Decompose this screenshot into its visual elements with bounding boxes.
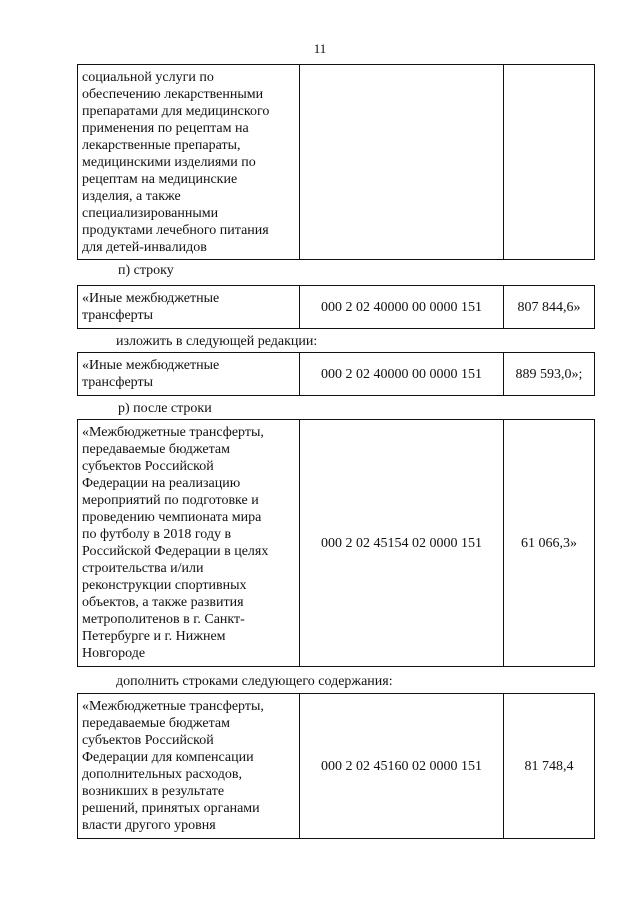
table-added-row (77, 693, 595, 839)
row-code-cell: 000 2 02 40000 00 0000 151 (300, 353, 504, 396)
row-code-cell: 000 2 02 45160 02 0000 151 (300, 694, 504, 839)
row-name-cell: «Иные межбюджетные трансферты (78, 286, 300, 329)
table-old-row (77, 285, 595, 329)
table-row (78, 65, 595, 260)
table-new-row (77, 352, 595, 396)
row-amount-cell: 807 844,6» (504, 286, 595, 329)
table-row (78, 694, 595, 839)
row-name-cell: «Межбюджетные трансферты, передаваемые бюджетам субъектов Российской Федерации на реализацию мероприятий по подготовке и проведению чемпионата мира по футболу в 2018 году в Российской Федерации в целях строительства и/или реконструкции спортивных объектов, а также развития метрополитенов в г. Санкт- Петербурге и г. Нижнем Новгороде (78, 420, 300, 667)
row-code-cell: 000 2 02 40000 00 0000 151 (300, 286, 504, 329)
instruction-p-row: п) строку (118, 263, 174, 278)
table-row (78, 420, 595, 667)
instruction-replace: изложить в следующей редакции: (116, 334, 318, 349)
row-amount-cell: 61 066,3» (504, 420, 595, 667)
row-code-cell: 000 2 02 45154 02 0000 151 (300, 420, 504, 667)
instruction-r-after: р) после строки (118, 401, 212, 416)
row-amount-cell (504, 65, 595, 260)
row-amount-cell: 889 593,0»; (504, 353, 595, 396)
row-name-cell: «Межбюджетные трансферты, передаваемые бюджетам субъектов Российской Федерации для компенсации дополнительных расходов, возникших в результате решений, принятых органами власти другого уровня (78, 694, 300, 839)
row-amount-cell: 81 748,4 (504, 694, 595, 839)
table-row (78, 353, 595, 396)
row-code-cell (300, 65, 504, 260)
table-reference-row (77, 419, 595, 667)
row-name-cell: «Иные межбюджетные трансферты (78, 353, 300, 396)
page-number: 11 (313, 41, 327, 56)
instruction-add-rows: дополнить строками следующего содержания: (116, 674, 393, 689)
table-continuation (77, 64, 595, 260)
table-row (78, 286, 595, 329)
row-name-cell: социальной услуги по обеспечению лекарственными препаратами для медицинского применения по рецептам на лекарственные препараты, медицинскими изделиями по рецептам на медицинские изделия, а также специализированными продуктами лечебного питания для детей-инвалидов (78, 65, 300, 260)
